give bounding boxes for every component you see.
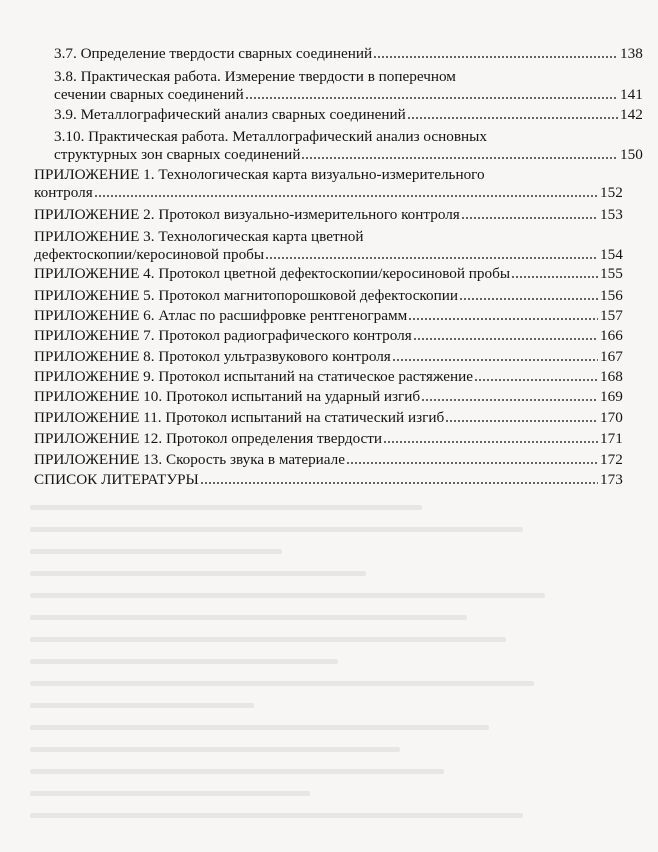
- toc-entry[interactable]: [0, 228, 638, 263]
- toc-entry-title: 3.9. Металлографический анализ сварных соединений: [54, 106, 406, 123]
- dot-leader: [407, 109, 618, 120]
- dot-leader: [511, 268, 598, 279]
- toc-entry[interactable]: [0, 166, 638, 201]
- toc-entry-title: СПИСОК ЛИТЕРАТУРЫ: [34, 471, 199, 488]
- toc-entry-title: ПРИЛОЖЕНИЕ 11. Протокол испытаний на статический изгиб: [34, 409, 445, 426]
- toc-entry[interactable]: [0, 430, 638, 447]
- toc-page-number: 152: [600, 184, 623, 201]
- toc-entry-title: ПРИЛОЖЕНИЕ 10. Протокол испытаний на ударный изгиб: [34, 388, 421, 405]
- toc-page-number: 138: [620, 45, 643, 62]
- dot-leader: [265, 249, 598, 260]
- toc-entry-title: 3.7. Определение твердости сварных соединений: [54, 45, 373, 62]
- toc-page-number: 141: [620, 86, 643, 103]
- toc-entry[interactable]: [0, 388, 638, 405]
- toc-entry-title: ПРИЛОЖЕНИЕ 3. Технологическая карта цветной: [34, 228, 364, 245]
- toc-entry[interactable]: [0, 68, 658, 103]
- toc-page-number: 153: [600, 206, 623, 223]
- toc-page-number: 142: [620, 106, 643, 123]
- toc-page-number: 154: [600, 246, 623, 263]
- toc-page-number: 173: [600, 471, 623, 488]
- toc-entry-title: ПРИЛОЖЕНИЕ 5. Протокол магнитопорошковой дефектоскопии: [34, 287, 459, 304]
- toc-page-number: 155: [600, 265, 623, 282]
- dot-leader: [408, 310, 598, 321]
- toc-page-number: 167: [600, 348, 623, 365]
- dot-leader: [445, 412, 598, 423]
- toc-entry-title: 3.8. Практическая работа. Измерение твердости в поперечном: [54, 68, 456, 85]
- toc-entry[interactable]: [0, 45, 658, 62]
- toc-entry-title: ПРИЛОЖЕНИЕ 4. Протокол цветной дефектоскопии/керосиновой пробы: [34, 265, 511, 282]
- toc-entry-title: ПРИЛОЖЕНИЕ 13. Скорость звука в материале: [34, 451, 345, 468]
- toc-entry[interactable]: [0, 348, 638, 365]
- toc-entry-title: ПРИЛОЖЕНИЕ 7. Протокол радиографического контроля: [34, 327, 412, 344]
- toc-entry[interactable]: [0, 327, 638, 344]
- toc-entry[interactable]: [0, 307, 638, 324]
- toc-page-number: 156: [600, 287, 623, 304]
- dot-leader: [200, 474, 598, 485]
- dot-leader: [459, 290, 598, 301]
- dot-leader: [94, 187, 598, 198]
- toc-entry-title: ПРИЛОЖЕНИЕ 9. Протокол испытаний на статическое растяжение: [34, 368, 473, 385]
- toc-entry-title: сечении сварных соединений: [54, 86, 244, 103]
- toc-page-number: 170: [600, 409, 623, 426]
- toc-entry[interactable]: [0, 206, 638, 223]
- dot-leader: [474, 371, 598, 382]
- toc-page-number: 168: [600, 368, 623, 385]
- toc-entry-title: 3.10. Практическая работа. Металлографический анализ основных: [54, 128, 487, 145]
- dot-leader: [301, 149, 618, 160]
- toc-entry[interactable]: [0, 287, 638, 304]
- toc-entry[interactable]: [0, 265, 638, 282]
- toc-entry-title: ПРИЛОЖЕНИЕ 1. Технологическая карта визуально-измерительного: [34, 166, 485, 183]
- toc-entry[interactable]: [0, 409, 638, 426]
- dot-leader: [392, 351, 598, 362]
- toc-entry[interactable]: [0, 368, 638, 385]
- dot-leader: [461, 209, 598, 220]
- dot-leader: [373, 48, 618, 59]
- dot-leader: [413, 330, 598, 341]
- bleed-through-shadow: [30, 505, 590, 852]
- toc-page-number: 150: [620, 146, 643, 163]
- toc-entry[interactable]: [0, 471, 638, 488]
- dot-leader: [346, 454, 598, 465]
- toc-entry-title: контроля: [34, 184, 93, 201]
- toc-entry-title: структурных зон сварных соединений: [54, 146, 301, 163]
- dot-leader: [245, 89, 618, 100]
- toc-entry[interactable]: [0, 128, 658, 163]
- toc-entry-title: ПРИЛОЖЕНИЕ 2. Протокол визуально-измерительного контроля: [34, 206, 460, 223]
- toc-entry-title: ПРИЛОЖЕНИЕ 8. Протокол ультразвукового контроля: [34, 348, 391, 365]
- dot-leader: [421, 391, 598, 402]
- toc-entry[interactable]: [0, 106, 658, 123]
- toc-entry-title: дефектоскопии/керосиновой пробы: [34, 246, 265, 263]
- toc-page-number: 166: [600, 327, 623, 344]
- toc-entry-title: ПРИЛОЖЕНИЕ 6. Атлас по расшифровке рентгенограмм: [34, 307, 408, 324]
- toc-entry[interactable]: [0, 451, 638, 468]
- toc-page-number: 157: [600, 307, 623, 324]
- dot-leader: [383, 433, 598, 444]
- toc-entry-title: ПРИЛОЖЕНИЕ 12. Протокол определения твердости: [34, 430, 383, 447]
- toc-page-number: 169: [600, 388, 623, 405]
- toc-page-number: 172: [600, 451, 623, 468]
- toc-page-number: 171: [600, 430, 623, 447]
